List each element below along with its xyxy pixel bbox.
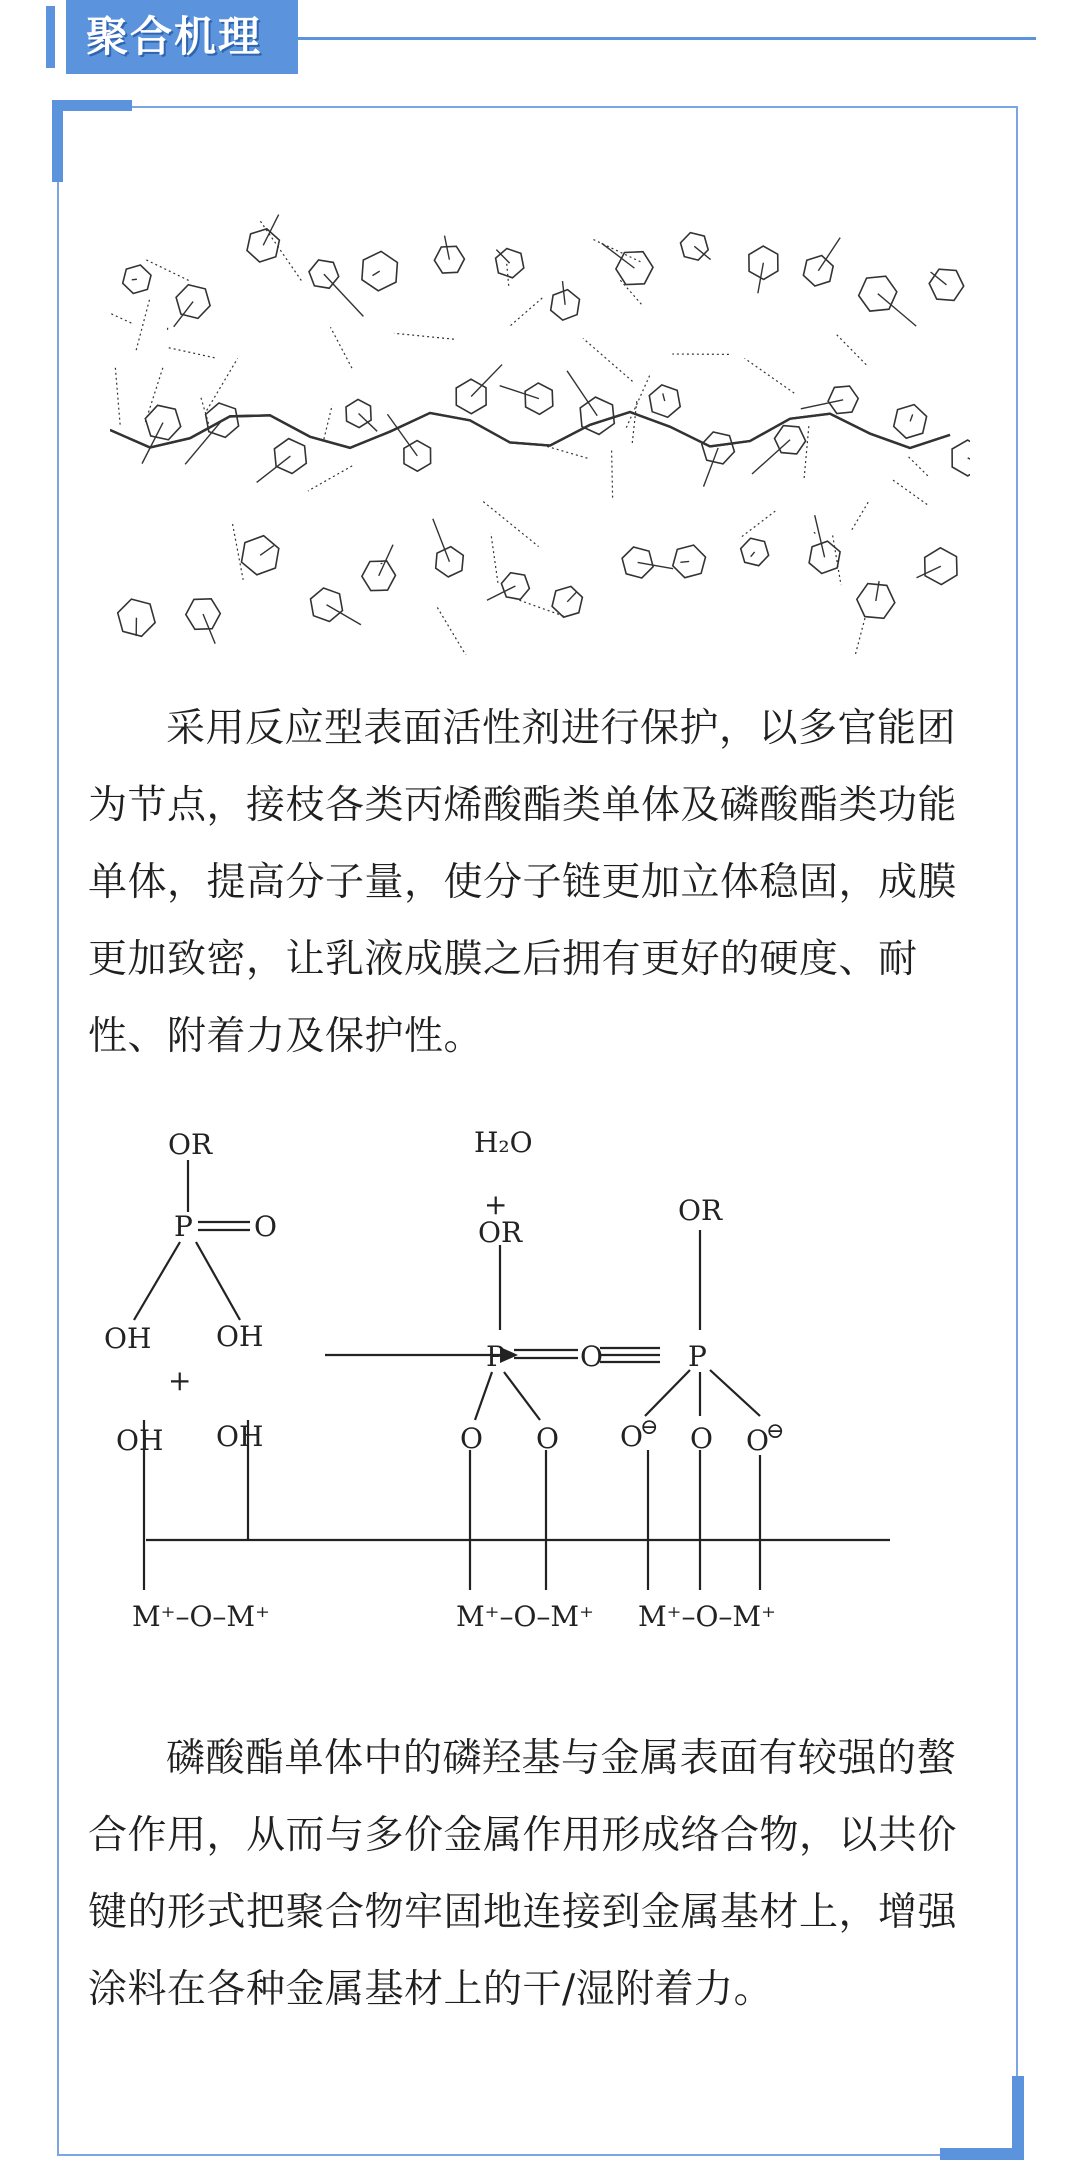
label-metal-mid: M⁺–O–M⁺ xyxy=(456,1600,594,1633)
paragraph-chelation: 磷酸酯单体中的磷羟基与金属表面有较强的螯合作用，从而与多价金属作用形成络合物，以共价键的形式把聚合物牢固地连接到金属基材上，增强涂料在各种金属基材上的干/湿附着力。 xyxy=(88,1736,958,2012)
label-oh-2: OH xyxy=(216,1320,264,1353)
label-p-left: P xyxy=(174,1210,193,1243)
label-or-right: OR xyxy=(678,1194,723,1227)
label-metal-left: M⁺–O–M⁺ xyxy=(132,1600,270,1633)
reaction-diagram xyxy=(100,1120,980,1700)
label-o-right-2: O xyxy=(690,1422,713,1455)
frame-corner-top-left xyxy=(52,100,132,111)
section-title: 聚合机理 xyxy=(86,12,263,61)
label-o-right-3: O xyxy=(746,1424,769,1457)
frame-corner-bottom-right-vertical xyxy=(1012,2076,1024,2160)
header-rule xyxy=(298,37,1036,40)
label-plus-left: + xyxy=(168,1364,192,1397)
label-p-mid: P xyxy=(486,1340,505,1373)
label-oh-4: OH xyxy=(216,1420,264,1453)
label-oh-1: OH xyxy=(104,1322,152,1355)
label-oh-3: OH xyxy=(116,1424,164,1457)
label-or-left: OR xyxy=(168,1128,213,1161)
molecular-structure-image xyxy=(110,205,970,655)
label-or-mid: OR xyxy=(478,1216,523,1249)
minus-charge-icon-2: ⊖ xyxy=(766,1419,785,1444)
label-o-double-left: O xyxy=(254,1210,277,1243)
label-metal-right: M⁺–O–M⁺ xyxy=(638,1600,776,1633)
label-o-mid-1: O xyxy=(460,1422,483,1455)
header-accent-bar xyxy=(46,6,55,68)
label-o-mid-double: O xyxy=(580,1340,603,1373)
label-o-mid-2: O xyxy=(536,1422,559,1455)
label-p-right: P xyxy=(688,1340,707,1373)
frame-corner-top-left-vertical xyxy=(52,100,63,182)
label-o-right-1: O xyxy=(620,1420,643,1453)
label-h2o: H₂O xyxy=(474,1126,533,1159)
paragraph-intro: 采用反应型表面活性剂进行保护，以多官能团为节点，接枝各类丙烯酸酯类单体及磷酸酯类功能单体，提高分子量，使分子链更加立体稳固，成膜更加致密，让乳液成膜之后拥有更好的硬度、耐性、附着力及保护性。 xyxy=(88,706,958,1059)
label-plus-mid: + xyxy=(484,1188,508,1221)
minus-charge-icon: ⊖ xyxy=(640,1415,659,1440)
